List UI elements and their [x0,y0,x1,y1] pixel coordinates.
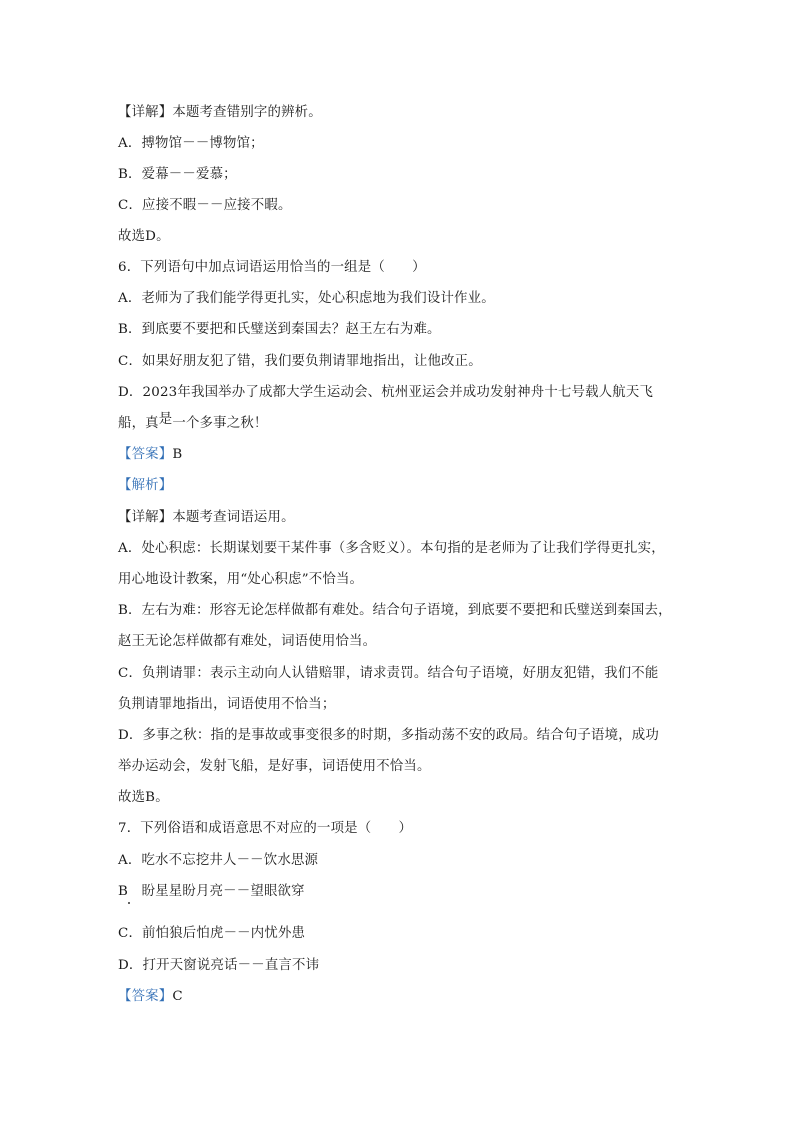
q6-option-a: A．老师为了我们能学得更扎实，处心积虑地为我们设计作业。 [118,291,495,306]
q6-option-d-line2 [118,412,268,433]
q6-explain-d-line2: 举办运动会，发射飞船，是好事，词语使用不恰当。 [118,759,431,774]
q5-conclusion: 故选D。 [118,229,170,244]
q5-explain-b: B．爱幕－－爱慕； [118,167,237,182]
q6-detail-line: 【详解】本题考查词语运用。 [118,510,295,525]
q6-stem: 6．下列语句中加点词语运用恰当的一组是（ ） [118,260,426,275]
q6-option-d-raised-char: 是 [158,412,173,427]
q6-answer [118,446,182,464]
q6-explain-d-line1: D．多事之秋：指的是事故或事变很多的时期，多指动荡不安的政局。结合句子语境，成功 [118,728,659,743]
answer-tag: 【答案】 [118,989,173,1004]
q6-option-d-line1: D．2023年我国举办了成都大学生运动会、杭州亚运会并成功发射神舟十七号载人航天飞 [118,385,654,400]
q5-detail-line: 【详解】本题考查错别字的辨析。 [118,105,322,120]
q6-analysis-tag [118,477,172,495]
q6-option-b: B．到底要不要把和氏璧送到秦国去？赵王左右为难。 [118,322,441,337]
q5-explain-c: C．应接不暇－－应接不暇。 [118,198,292,213]
q6-explain-b-line1: B．左右为难：形容无论怎样做都有难处。结合句子语境，到底要不要把和氏璧送到秦国去， [118,603,672,618]
q6-explain-a-line2: 用心地设计教案，用“处心积虑”不恰当。 [118,572,364,587]
stray-dot-mark [128,902,130,904]
q6-conclusion: 故选B。 [118,790,169,805]
q6-explain-a-line1: A．处心积虑：长期谋划要干某件事（多含贬义）。本句指的是老师为了让我们学得更扎实， [118,541,665,556]
q6-explain-b-line2: 赵王无论怎样做都有难处，词语使用恰当。 [118,634,377,649]
q7-option-a: A．吃水不忘挖井人－－饮水思源 [118,853,319,868]
analysis-tag: 【解析】 [118,478,173,493]
q7-option-b: B 盼星星盼月亮－－望眼欲穿 [118,884,305,899]
q7-option-d: D．打开天窗说亮话－－直言不讳 [118,958,320,973]
answer-value: C [172,989,183,1004]
q6-option-c: C．如果好朋友犯了错，我们要负荆请罪地指出，让他改正。 [118,354,482,369]
answer-tag: 【答案】 [118,447,173,462]
q7-stem: 7．下列俗语和成语意思不对应的一项是（ ） [118,821,413,836]
q7-answer [118,988,183,1006]
answer-value: B [172,447,183,462]
q6-option-d-part1: 船，真 [118,416,159,431]
q6-explain-c-line1: C．负荆请罪：表示主动向人认错赔罪，请求责罚。结合句子语境，好朋友犯错，我们不能 [118,666,659,681]
q6-option-d-part2: 一个多事之秋！ [172,416,268,431]
q7-option-c: C．前怕狼后怕虎－－内忧外患 [118,926,306,941]
q5-explain-a: A．搏物馆－－博物馆； [118,136,264,151]
q6-explain-c-line2: 负荆请罪地指出，词语使用不恰当； [118,697,336,712]
